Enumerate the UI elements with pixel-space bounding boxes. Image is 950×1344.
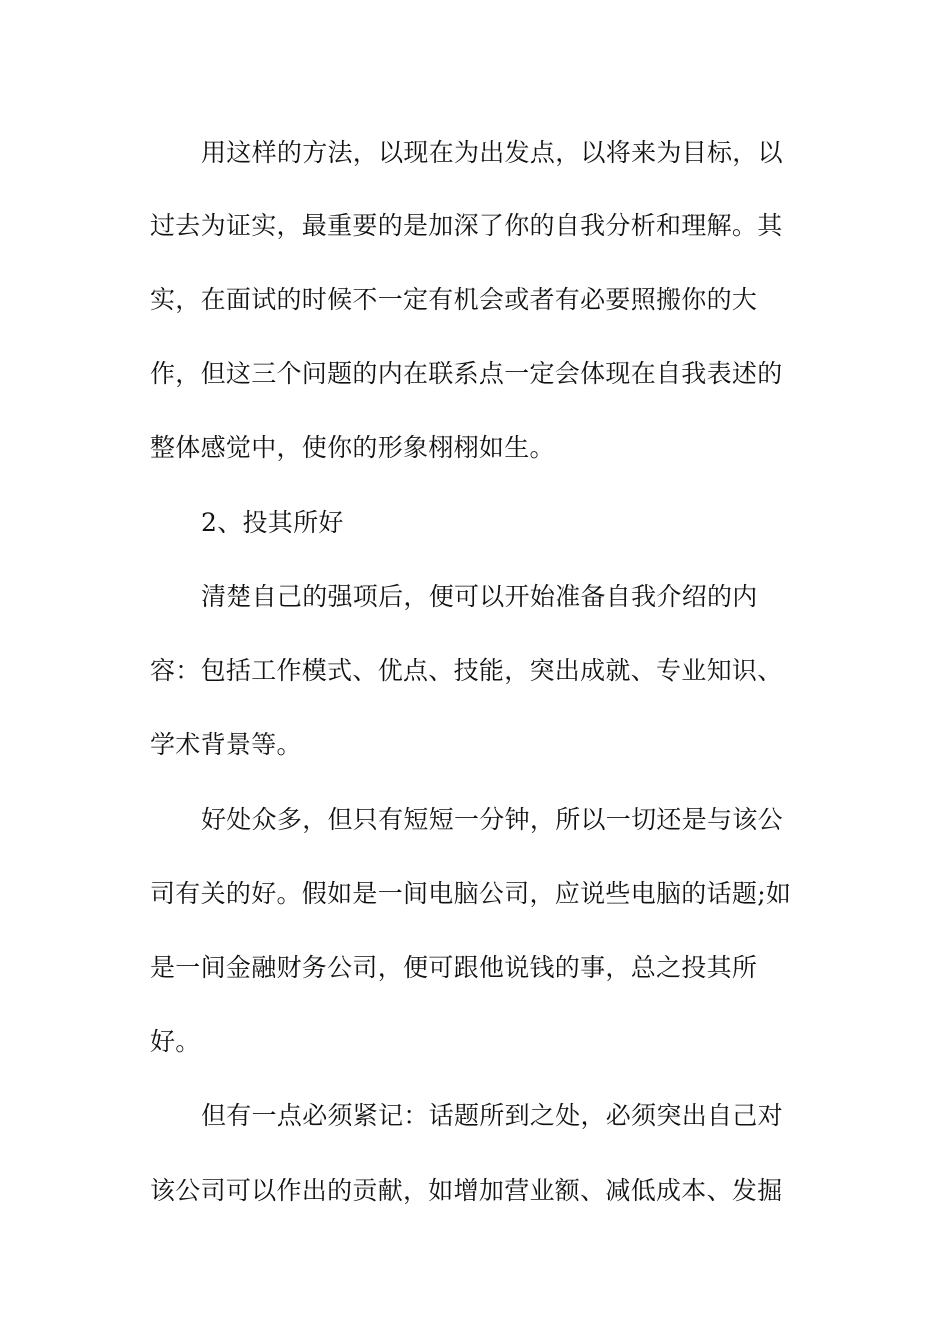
paragraph-line: 用这样的方法，以现在为出发点，以将来为目标，以 [201,138,783,167]
section-heading: 2、投其所好 [201,508,344,537]
paragraph-line: 作，但这三个问题的内在联系点一定会体现在自我表述的 [150,359,783,388]
paragraph-line: 该公司可以作出的贡献，如增加营业额、减低成本、发掘 [150,1176,783,1205]
paragraph-line: 司有关的好。假如是一间电脑公司，应说些电脑的话题;如 [150,879,792,908]
paragraph-line: 清楚自己的强项后，便可以开始准备自我介绍的内 [201,582,758,611]
paragraph-line: 好。 [150,1027,201,1056]
paragraph-line: 学术背景等。 [150,730,302,759]
paragraph-line: 是一间金融财务公司，便可跟他说钱的事，总之投其所 [150,953,758,982]
paragraph-line: 整体感觉中，使你的形象栩栩如生。 [150,433,555,462]
paragraph-line: 实，在面试的时候不一定有机会或者有必要照搬你的大 [150,285,758,314]
paragraph-line: 但有一点必须紧记：话题所到之处，必须突出自己对 [201,1101,783,1130]
paragraph-line: 容：包括工作模式、优点、技能，突出成就、专业知识、 [150,656,783,685]
paragraph-line: 好处众多，但只有短短一分钟，所以一切还是与该公 [201,805,783,834]
paragraph-line: 过去为证实，最重要的是加深了你的自我分析和理解。其 [150,211,783,240]
